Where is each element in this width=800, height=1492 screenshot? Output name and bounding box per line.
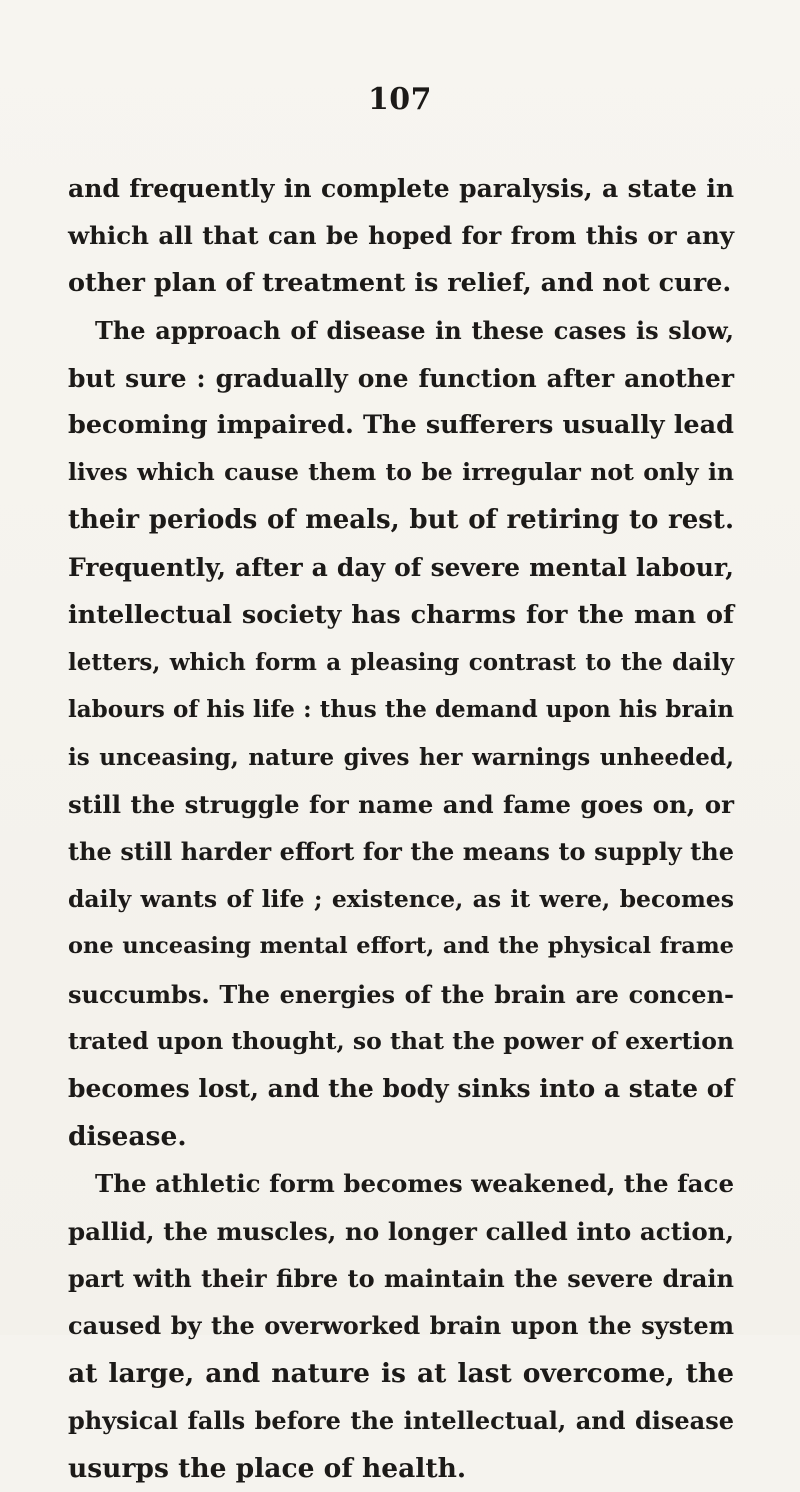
text-line: still the struggle for name and fame goes on, or (68, 790, 734, 820)
text-line: trated upon thought, so that the power of exertion (68, 1027, 734, 1056)
page-number: 107 (367, 82, 433, 117)
text-line: labours of his life : thus the demand upon his brain (68, 696, 734, 724)
text-line: The approach of disease in these cases is slow, (95, 316, 734, 346)
text-line: lives which cause them to be irregular not only in (68, 458, 734, 487)
text-line: and frequently in complete paralysis, a state in (68, 174, 734, 203)
text-line: succumbs. The energies of the brain are concen- (68, 979, 734, 1009)
text-line: pallid, the muscles, no longer called into action, (68, 1216, 734, 1246)
text-line: caused by the overworked brain upon the system (68, 1311, 734, 1341)
text-line: disease. (68, 1120, 187, 1152)
text-line: at large, and nature is at last overcome, the (68, 1357, 734, 1389)
text-line: becoming impaired. The sufferers usually lead (68, 409, 734, 440)
body-text (68, 165, 734, 1492)
text-line: Frequently, after a day of severe mental labour, (68, 553, 734, 583)
text-line: other plan of treatment is relief, and not cure. (68, 267, 732, 298)
text-line: The athletic form becomes weakened, the face (95, 1169, 735, 1199)
text-line: letters, which form a pleasing contrast to the daily (68, 648, 734, 676)
text-line: daily wants of life ; existence, as it were, becomes (68, 884, 734, 913)
text-line: becomes lost, and the body sinks into a state of (68, 1074, 735, 1104)
text-line: but sure : gradually one function after another (68, 363, 734, 393)
text-line: physical falls before the intellectual, and disease (68, 1406, 734, 1436)
text-line: which all that can be hoped for from this or any (68, 221, 734, 251)
text-line: is unceasing, nature gives her warnings unheeded, (68, 743, 734, 771)
text-line: one unceasing mental effort, and the physical frame (68, 933, 734, 960)
text-line: intellectual society has charms for the man of (68, 599, 734, 630)
text-line: their periods of meals, but of retiring to rest. (68, 504, 734, 535)
text-line: the still harder effort for the means to supply the (68, 837, 734, 867)
text-line: part with their fibre to maintain the severe drain (68, 1263, 734, 1293)
text-line: usurps the place of health. (68, 1452, 467, 1484)
